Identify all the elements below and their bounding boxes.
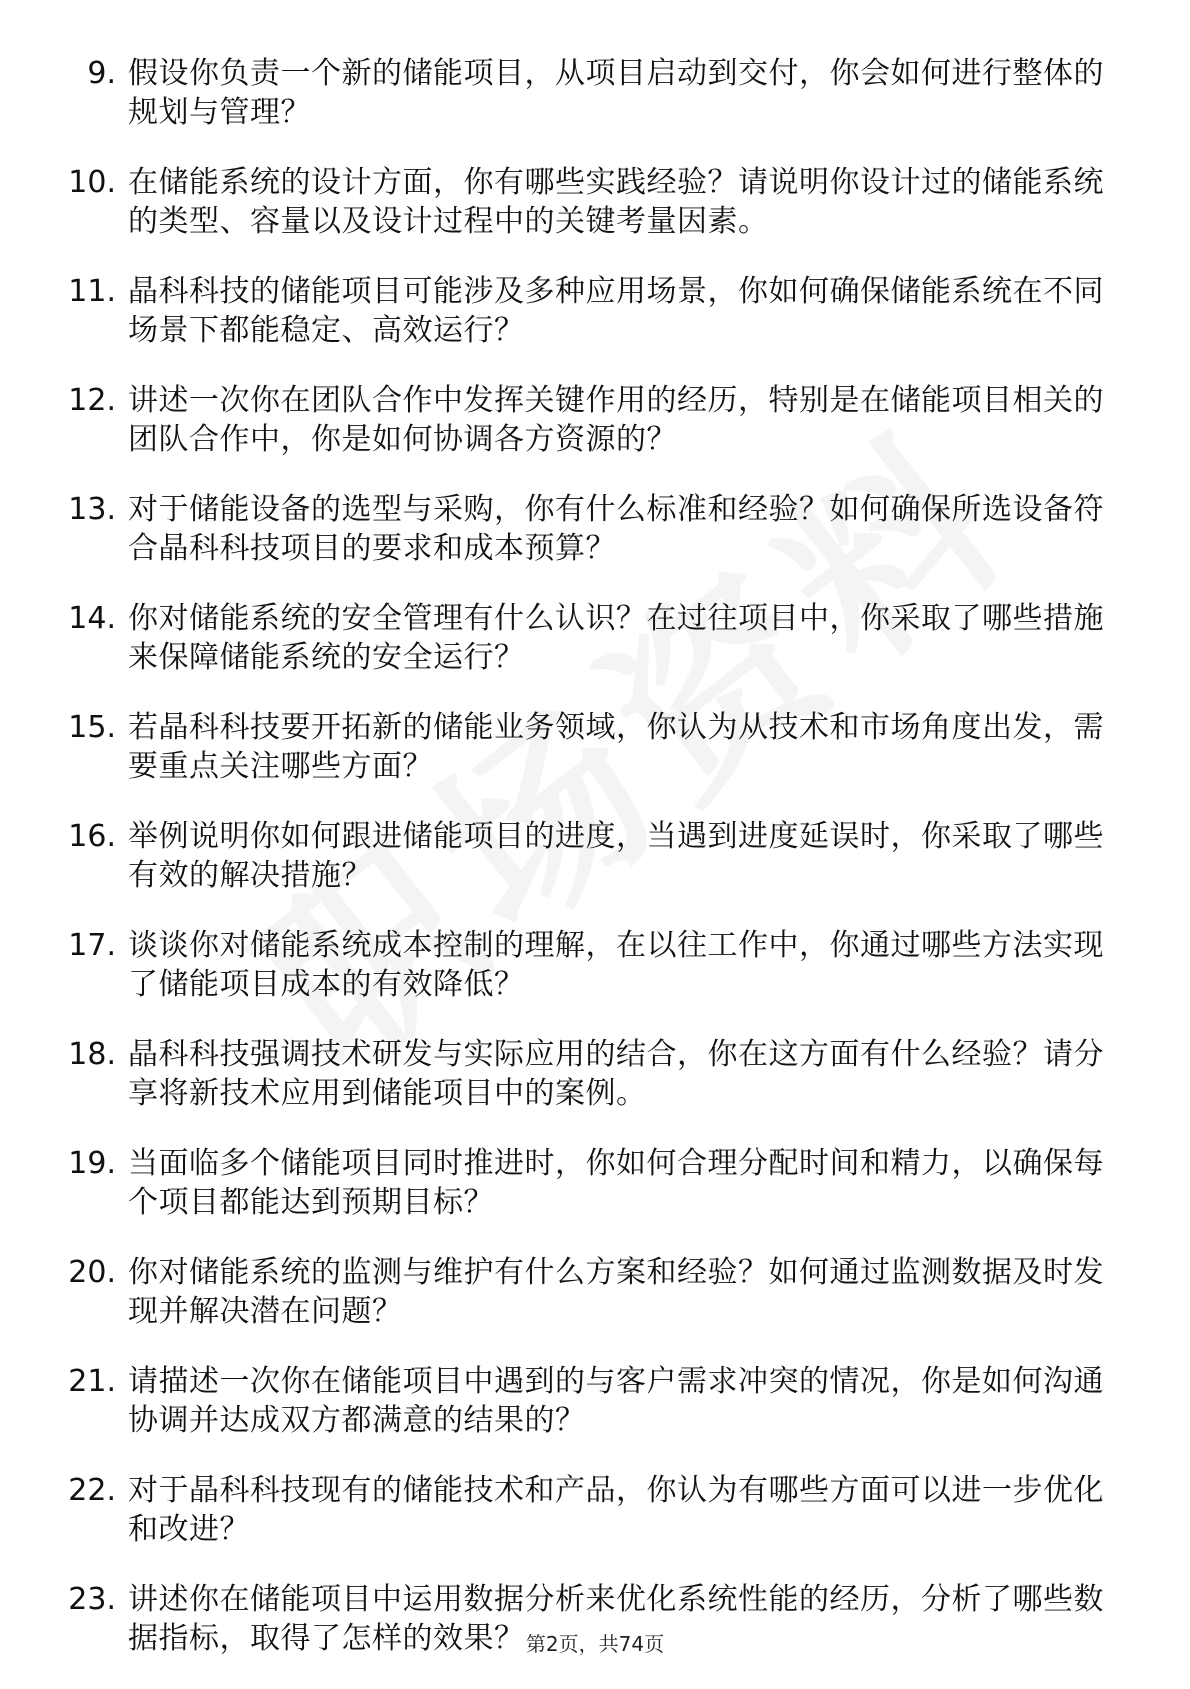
question-text: 在储能系统的设计方面，你有哪些实践经验？请说明你设计过的储能系统的类型、容量以及设计过程中的关键考量因素。 [128, 165, 1104, 239]
question-item [0, 1253, 1190, 1362]
question-text: 举例说明你如何跟进储能项目的进度，当遇到进度延误时，你采取了哪些有效的解决措施？ [128, 819, 1104, 893]
question-text: 讲述你在储能项目中运用数据分析来优化系统性能的经历，分析了哪些数据指标，取得了怎样的效果？ [128, 1582, 1104, 1656]
page-footer [0, 1628, 1190, 1657]
question-item [0, 817, 1190, 926]
question-number: 21. [68, 1364, 116, 1399]
question-text: 当面临多个储能项目同时推进时，你如何合理分配时间和精力，以确保每个项目都能达到预期目标？ [128, 1146, 1104, 1220]
question-text: 你对储能系统的监测与维护有什么方案和经验？如何通过监测数据及时发现并解决潜在问题？ [128, 1255, 1104, 1329]
question-item [0, 272, 1190, 381]
question-number: 10. [68, 165, 116, 200]
question-text: 谈谈你对储能系统成本控制的理解，在以往工作中，你通过哪些方法实现了储能项目成本的有效降低？ [128, 928, 1104, 1002]
question-number: 15. [68, 710, 116, 745]
question-number: 13. [68, 492, 116, 527]
question-text: 讲述一次你在团队合作中发挥关键作用的经历，特别是在储能项目相关的团队合作中，你是如何协调各方资源的？ [128, 383, 1104, 457]
question-number: 23. [68, 1582, 116, 1617]
question-text: 若晶科科技要开拓新的储能业务领域，你认为从技术和市场角度出发，需要重点关注哪些方面？ [128, 710, 1104, 784]
question-text: 晶科科技的储能项目可能涉及多种应用场景，你如何确保储能系统在不同场景下都能稳定、高效运行？ [128, 274, 1104, 348]
question-item [0, 1471, 1190, 1580]
question-item [0, 381, 1190, 490]
question-item [0, 54, 1190, 163]
question-number: 17. [68, 928, 116, 963]
question-text: 请描述一次你在储能项目中遇到的与客户需求冲突的情况，你是如何沟通协调并达成双方都满意的结果的？ [128, 1364, 1104, 1438]
question-item [0, 490, 1190, 599]
page-number-label: 第2页，共74页 [525, 1632, 665, 1656]
question-text: 对于储能设备的选型与采购，你有什么标准和经验？如何确保所选设备符合晶科科技项目的要求和成本预算？ [128, 492, 1104, 566]
question-number: 9. [87, 56, 116, 91]
question-item [0, 1362, 1190, 1471]
question-text: 晶科科技强调技术研发与实际应用的结合，你在这方面有什么经验？请分享将新技术应用到储能项目中的案例。 [128, 1037, 1104, 1111]
question-number: 11. [68, 274, 116, 309]
question-number: 16. [68, 819, 116, 854]
question-item [0, 1035, 1190, 1144]
question-item [0, 599, 1190, 708]
question-number: 20. [68, 1255, 116, 1290]
question-text: 你对储能系统的安全管理有什么认识？在过往项目中，你采取了哪些措施来保障储能系统的安全运行？ [128, 601, 1104, 675]
question-list [0, 54, 1190, 1689]
question-text: 对于晶科科技现有的储能技术和产品，你认为有哪些方面可以进一步优化和改进？ [128, 1473, 1104, 1547]
question-number: 12. [68, 383, 116, 418]
question-number: 18. [68, 1037, 116, 1072]
question-number: 19. [68, 1146, 116, 1181]
question-text: 假设你负责一个新的储能项目，从项目启动到交付，你会如何进行整体的规划与管理？ [128, 56, 1104, 130]
question-item [0, 926, 1190, 1035]
question-item [0, 163, 1190, 272]
question-item [0, 708, 1190, 817]
question-number: 22. [68, 1473, 116, 1508]
question-item [0, 1144, 1190, 1253]
question-number: 14. [68, 601, 116, 636]
